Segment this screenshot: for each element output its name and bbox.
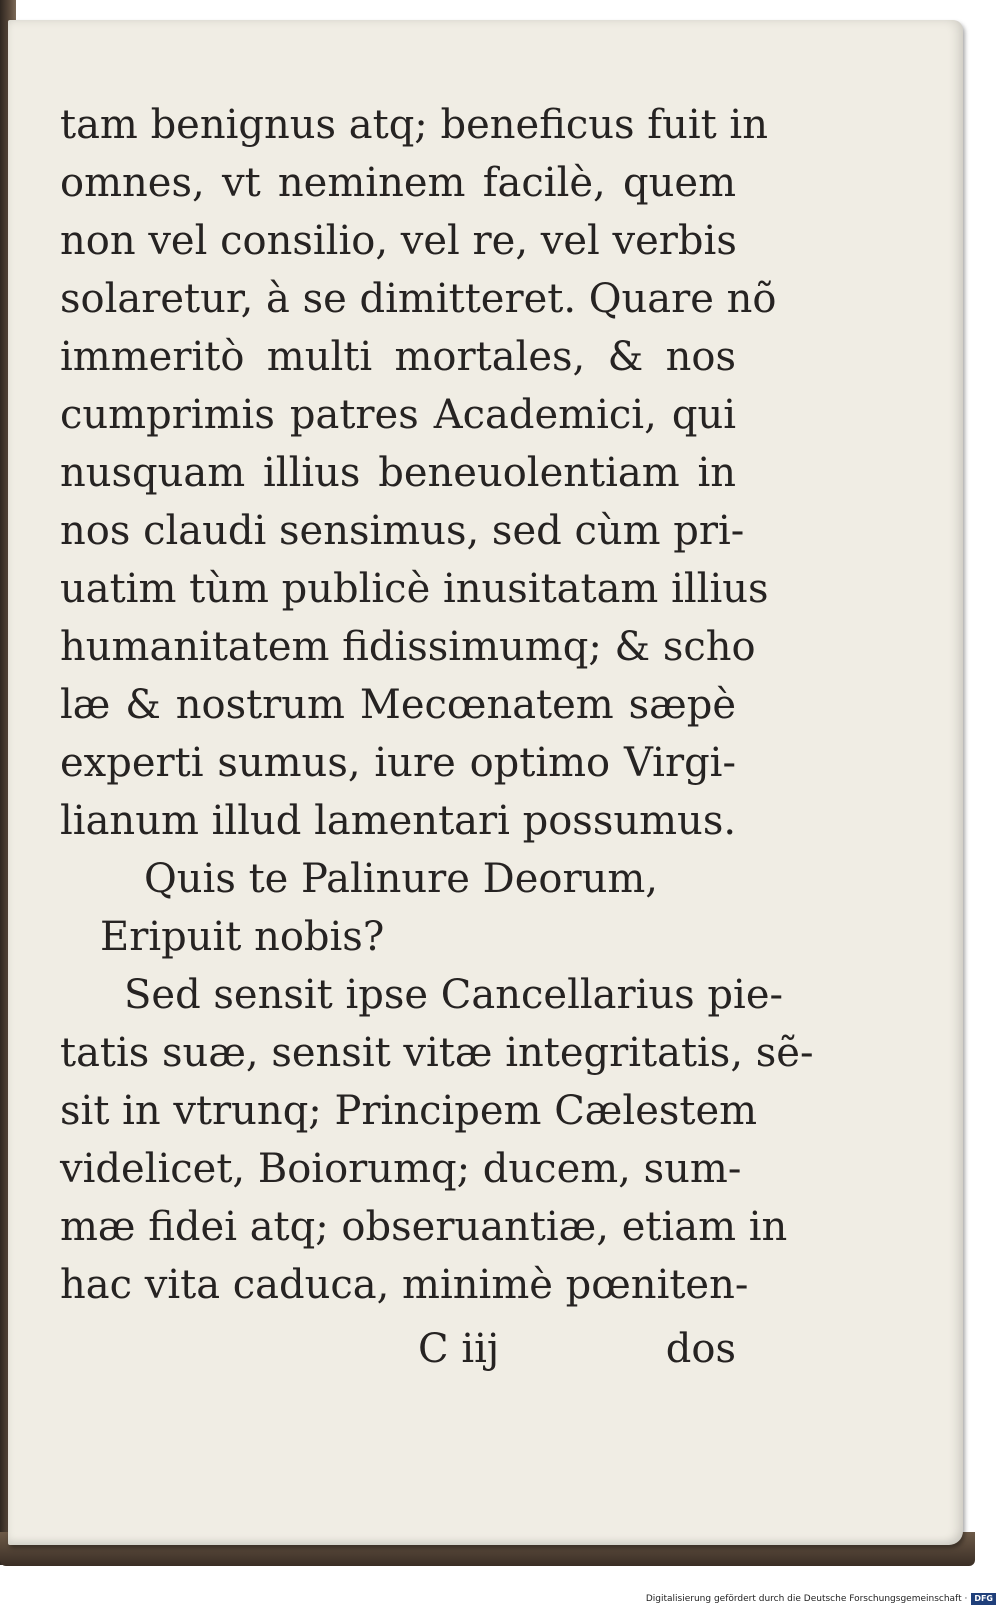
text-line: mæ fidei atq; obseruantiæ, etiam in (60, 1204, 788, 1250)
text-line: sit in vtrunq; Principem Cælestem (60, 1088, 758, 1134)
text-line: lianum illud lamentari possumus. (60, 798, 737, 844)
text-line: læ & nostrum Mecœnatem sæpè (60, 682, 736, 728)
book-page (8, 20, 963, 1545)
digitization-credit (646, 1590, 996, 1608)
dfg-logo: DFG (971, 1593, 996, 1605)
text-line: Sed sensit ipse Cancellarius pie- (124, 972, 784, 1018)
text-line: hac vita caduca, minimè pœniten- (60, 1262, 749, 1308)
text-line: videlicet, Boiorumq; ducem, sum- (60, 1146, 742, 1192)
text-line: tatis suæ, sensit vitæ integritatis, sẽ- (60, 1030, 814, 1076)
text-line: cumprimis patres Academici, qui (60, 392, 736, 438)
text-line: solaretur, à se dimitteret. Quare nõ (60, 276, 777, 322)
text-line: tam benignus atq; beneficus fuit in (60, 102, 768, 148)
page-catchline (60, 1320, 736, 1378)
catchword: dos (665, 1326, 736, 1372)
signature-mark: C iij (418, 1326, 500, 1372)
credit-text: Digitalisierung gefördert durch die Deutsche Forschungsgemeinschaft · (645, 1594, 968, 1604)
text-line: non vel consilio, vel re, vel verbis (60, 218, 737, 264)
text-line: humanitatem fidissimumq; & scho (60, 624, 756, 670)
verse-line: Quis te Palinure Deorum, (144, 856, 658, 902)
text-line: uatim tùm publicè inusitatam illius (60, 566, 769, 612)
text-line: immeritò multi mortales, & nos (60, 334, 736, 380)
text-line: omnes, vt neminem facilè, quem (60, 160, 736, 206)
text-line: nusquam illius beneuolentiam in (60, 450, 736, 496)
text-line: nos claudi sensimus, sed cùm pri- (60, 508, 745, 554)
page-text-block (60, 96, 814, 1314)
text-line: experti sumus, iure optimo Virgi- (60, 740, 736, 786)
verse-line: Eripuit nobis? (100, 914, 385, 960)
